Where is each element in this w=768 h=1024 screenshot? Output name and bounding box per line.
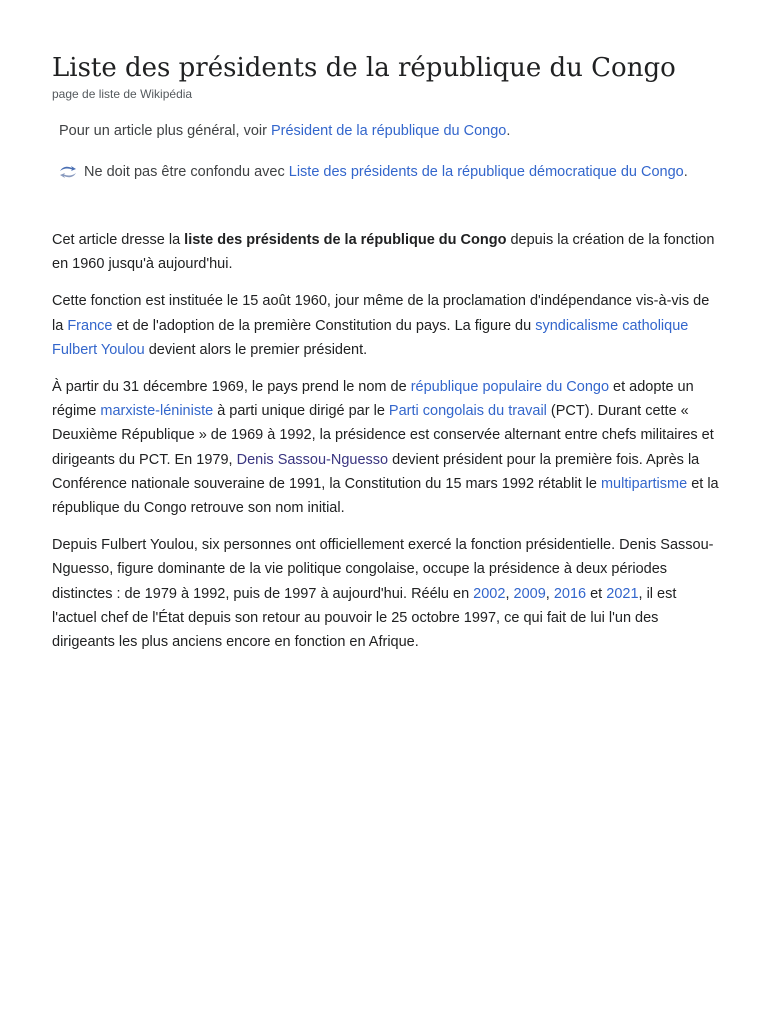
text-run: et de l'adoption de la première Constitution du pays. La figure du xyxy=(112,317,536,334)
link-2009[interactable]: 2009 xyxy=(513,585,546,602)
bold-term: liste des présidents de la république du Congo xyxy=(184,232,507,248)
link-marxiste-leniniste[interactable]: marxiste-léniniste xyxy=(100,403,214,420)
text-run: , il est l'actuel chef de l'État depuis son retour au pouvoir le 25 octobre 1997, ce qui fait de lui l'un des dirigeants les plus anciens encore en fonction en Afrique. xyxy=(52,585,677,651)
hatnote-link[interactable]: Président de la république du Congo xyxy=(270,123,507,139)
disambiguation-notice xyxy=(59,160,699,184)
link-france[interactable]: France xyxy=(67,317,113,334)
link-2002[interactable]: 2002 xyxy=(473,585,506,602)
link-multipartisme[interactable]: multipartisme xyxy=(600,475,688,492)
paragraph-history xyxy=(52,289,720,362)
disambiguation-text xyxy=(84,160,699,184)
link-fulbert-youlou[interactable]: Fulbert Youlou xyxy=(52,341,145,358)
link-2021[interactable]: 2021 xyxy=(606,585,639,602)
paragraph-intro xyxy=(52,228,720,276)
text-run: depuis la création de la fonction en 1960 jusqu'à aujourd'hui. xyxy=(52,232,715,273)
link-republique-populaire[interactable]: république populaire du Congo xyxy=(410,379,610,396)
disambiguation-arrows-icon xyxy=(59,164,77,180)
link-denis-sassou-nguesso[interactable]: Denis Sassou-Nguesso xyxy=(236,451,389,468)
disambiguation-link[interactable]: Liste des présidents de la république démocratique du Congo xyxy=(288,164,684,180)
text-run: et la république du Congo retrouve son nom initial. xyxy=(52,475,719,517)
disambiguation-suffix: . xyxy=(683,164,688,180)
paragraph-second-republic xyxy=(52,375,720,520)
text-run: (PCT). Durant cette « Deuxième République » de 1969 à 1992, la présidence est conservée alternant entre chefs militaires et dirigeants du PCT. En 1979, xyxy=(52,403,714,468)
disambiguation-prefix: Ne doit pas être confondu avec xyxy=(84,164,289,180)
link-parti-congolais[interactable]: Parti congolais du travail xyxy=(388,403,547,420)
link-syndicalisme-catholique[interactable]: syndicalisme catholique xyxy=(535,317,689,334)
text-run: , xyxy=(505,585,514,602)
text-run: Cet article dresse la xyxy=(52,232,185,248)
hatnote xyxy=(59,119,510,143)
hatnote-suffix: . xyxy=(506,123,511,139)
text-run: et adopte un régime xyxy=(52,379,694,420)
paragraph-presidents xyxy=(52,533,720,654)
text-run: et xyxy=(586,585,607,602)
page-subtitle: page de liste de Wikipédia xyxy=(52,87,193,101)
text-run: à parti unique dirigé par le xyxy=(213,403,389,420)
link-2016[interactable]: 2016 xyxy=(553,585,587,602)
page-title: Liste des présidents de la république du Congo xyxy=(52,53,676,83)
text-run: , xyxy=(545,585,554,602)
hatnote-prefix: Pour un article plus général, voir xyxy=(59,123,271,139)
text-run: devient président pour la première fois. Après la Conférence nationale souveraine de 1991, la Constitution du 15 mars 1992 rétablit le xyxy=(52,451,700,492)
text-run: Depuis Fulbert Youlou, six personnes ont officiellement exercé la fonction présidentielle. Denis Sassou-Nguesso, figure dominante de la vie politique congolaise, occupe la présidence à deux périodes distinctes : de 1979 à 1992, puis de 1997 à aujourd'hui. Réélu en xyxy=(52,537,714,602)
text-run: devient alors le premier président. xyxy=(144,341,368,358)
article-body xyxy=(52,228,720,667)
text-run: Cette fonction est instituée le 15 août 1960, jour même de la proclamation d'indépendance vis-à-vis de la xyxy=(52,293,710,334)
text-run: À partir du 31 décembre 1969, le pays prend le nom de xyxy=(52,379,411,396)
